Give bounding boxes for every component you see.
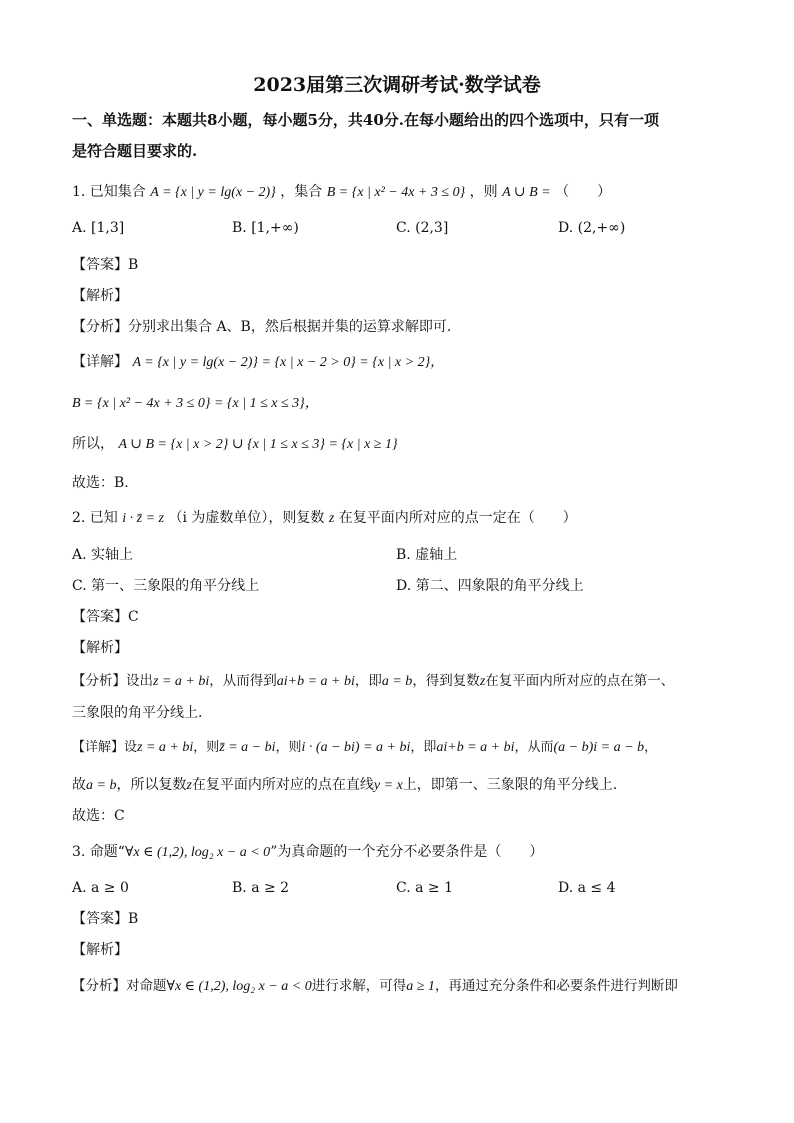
q2-stem-text: （i 为虚数单位），则复数 [168,510,325,526]
q1-set-a: A = {x | y = lg(x − 2)} [150,185,276,200]
q2-detail-eq: i · (a − bi) = a + bi [301,740,411,755]
q2-detail-text: ，则 [193,740,220,755]
q2-option-c: C. 第一、三象限的角平分线上 [72,578,260,594]
q2-variable: z [328,511,335,526]
q3-answer: 【答案】B [72,911,139,927]
q3-stem [72,842,543,863]
q2-fenxi-text: 在复平面内所对应的点在第一、 [485,673,675,689]
q2-stem [72,508,577,529]
q1-choose: 故选：B. [72,475,129,491]
q2-detail-2 [72,775,617,796]
q1-detail-1 [72,352,444,373]
q3-stem-text: 3. 命题“ [72,844,125,860]
section-header-line1: 一、单选题：本题共8小题，每小题5分，共40分.在每小题给出的四个选项中，只有一项 [72,111,659,129]
section-header-line2: 是符合题目要求的. [72,142,198,160]
q3-analysis-head: 【解析】 [72,942,128,958]
q1-detail-label: 【详解】 [72,354,128,370]
q3-fenxi [72,976,678,997]
q2-detail-eq: (a − b)i = a − b [553,740,645,755]
q2-fenxi-eq: z = a + bi [153,674,210,689]
q2-stem-text: 2. 已知 [72,510,118,526]
q2-detail-text: ，所以复数 [116,777,187,793]
q1-stem-text: （ ） [555,184,612,200]
q1-stem [72,182,611,203]
q2-detail-text: ，则 [275,740,302,755]
q2-fenxi-2: 三象限的角平分线上. [72,705,203,721]
q2-detail-eq: ai+b = a + bi [436,740,515,755]
q2-detail-text: 【详解】设 [72,740,138,755]
q2-detail-var: z [186,778,192,793]
q2-fenxi-text: ，得到复数 [412,673,480,689]
q2-detail-text: 故 [72,777,86,793]
q3-fenxi-eq: a ≥ 1 [406,979,435,994]
q2-fenxi-eq: ai+b = a + bi [276,674,355,689]
q2-fenxi-1 [72,671,674,692]
q3-fenxi-eq: ∀x ∈ (1,2), log₂ x − a < 0 [166,979,312,994]
q2-detail-eq: a = b [86,778,117,793]
q2-option-d: D. 第二、四象限的角平分线上 [396,578,584,594]
q2-detail-text: ，即 [410,740,437,755]
q1-set-b: B = {x | x² − 4x + 3 ≤ 0} [326,185,466,200]
q3-fenxi-text: 【分析】对命题 [72,978,167,994]
q1-option-b: B. [1,+∞) [232,220,299,236]
q3-option-b: B. a ≥ 2 [232,880,290,896]
q2-detail-text: ，从而 [514,740,554,755]
q1-union: A ∪ B = [502,185,551,200]
q1-analysis-head: 【解析】 [72,288,128,304]
q2-detail-eq: z = a + bi [137,740,194,755]
q2-option-b: B. 虚轴上 [396,547,458,563]
q2-answer: 【答案】C [72,609,139,625]
q2-fenxi-text: ，从而得到 [209,673,277,689]
q3-option-c: C. a ≥ 1 [396,880,453,896]
q2-choose: 故选：C [72,808,125,824]
q1-detail-label: 所以， [72,436,114,452]
q1-option-d: D. (2,+∞) [558,220,626,236]
q2-detail-eq: y = x [373,778,403,793]
q1-fenxi: 【分析】分别求出集合 A、B，然后根据并集的运算求解即可. [72,319,452,335]
q2-detail-text: 在复平面内所对应的点在直线 [191,777,374,793]
q2-fenxi-text: ，即 [354,673,382,689]
q1-detail-2 [72,393,319,414]
q1-detail-eq: A = {x | y = lg(x − 2)} = {x | x − 2 > 0} = {x | x > 2}， [132,355,445,370]
q1-option-a: A. [1,3] [72,220,125,236]
q1-option-c: C. (2,3] [396,220,449,236]
q2-detail-text: 上，即第一、三象限的角平分线上. [402,777,618,793]
q3-fenxi-text: ，再通过充分条件和必要条件进行判断即 [434,978,678,994]
q1-answer: 【答案】B [72,257,139,273]
q2-option-a: A. 实轴上 [72,547,134,563]
q2-detail-eq: z̄ = a − bi [219,740,276,755]
q2-equation: i · z̄ = z [122,511,164,526]
q1-stem-text: 1. 已知集合 [72,184,146,200]
q2-detail-text: ， [644,740,658,755]
page-title: 2023届第三次调研考试·数学试卷 [253,74,541,96]
q2-stem-text: 在复平面内所对应的点一定在（ ） [338,510,577,526]
q1-detail-eq: A ∪ B = {x | x > 2} ∪ {x | 1 ≤ x ≤ 3} = {x | x ≥ 1} [118,437,398,452]
q2-detail-1 [72,738,657,758]
q1-stem-text: ，集合 [280,184,323,200]
q2-fenxi-text: 【分析】设出 [72,673,153,689]
q3-option-d: D. a ≤ 4 [558,880,616,896]
q3-condition: ∀x ∈ (1,2), log₂ x − a < 0 [124,845,271,860]
q2-analysis-head: 【解析】 [72,640,128,656]
q1-detail-3 [72,434,398,455]
q3-fenxi-text: 进行求解，可得 [311,978,407,994]
q2-fenxi-eq: a = b [381,674,413,689]
q1-detail-eq: B = {x | x² − 4x + 3 ≤ 0} = {x | 1 ≤ x ≤ 3}， [72,396,319,411]
q3-stem-text: ”为真命题的一个充分不必要条件是（ ） [270,844,544,860]
q2-fenxi-var: z [479,674,486,689]
q1-stem-text: ，则 [469,184,498,200]
q3-option-a: A. a ≥ 0 [72,880,129,896]
